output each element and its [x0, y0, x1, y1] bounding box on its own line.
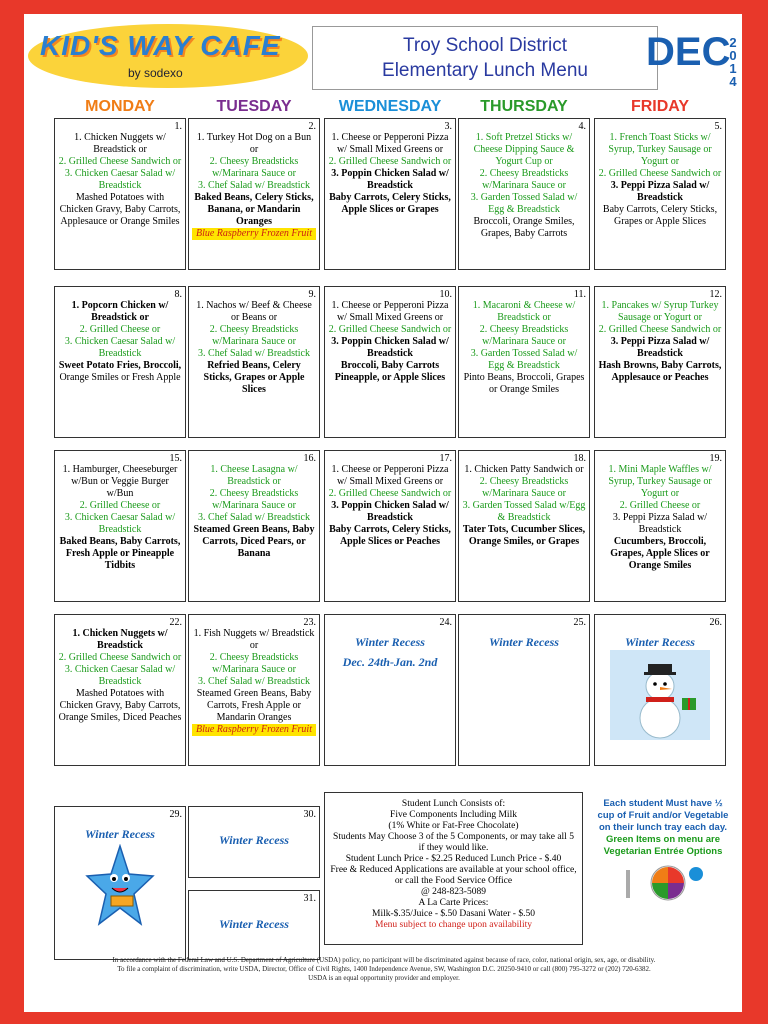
- menu-item: 1. French Toast Sticks w/ Syrup, Turkey Sausage or Yogurt or: [608, 132, 712, 167]
- menu-item: Orange Smiles or Fresh Apple: [59, 372, 181, 383]
- info-line: Student Lunch Price - $2.25 Reduced Lunch Price - $.40: [345, 854, 562, 864]
- menu-item: 3. Garden Tossed Salad w/ Egg & Breadstick: [470, 192, 578, 215]
- info-line: Five Components Including Milk: [390, 810, 517, 820]
- month-label: DEC: [646, 30, 731, 74]
- day-cell-16: [188, 450, 320, 602]
- menu-item: 2. Grilled Cheese Sandwich or: [328, 156, 452, 167]
- day-number: 23.: [303, 617, 316, 628]
- day-number: 2.: [308, 121, 316, 132]
- menu-item: 3. Poppin Chicken Salad w/ Breadstick: [331, 168, 449, 191]
- day-number: 15.: [169, 453, 182, 464]
- day-cell-18: [458, 450, 590, 602]
- info-line: @ 248-823-5089: [421, 887, 486, 897]
- year-digit: 2: [729, 35, 737, 50]
- year-label: [724, 36, 742, 88]
- day-header-wednesday: WEDNESDAY: [338, 98, 442, 115]
- day-number: 26.: [709, 617, 722, 628]
- winter-recess-label: Dec. 24th-Jan. 2nd: [342, 655, 438, 669]
- day-cell-19: [594, 450, 726, 602]
- menu-item: 2. Grilled Cheese or: [79, 500, 161, 511]
- day-cell-8: [54, 286, 186, 438]
- menu-item: Baked Beans, Celery Sticks, Banana, or Mandarin Oranges: [194, 192, 314, 227]
- menu-item: Baby Carrots, Celery Sticks, Grapes or Apple Slices: [602, 204, 718, 227]
- menu-item: Baked Beans, Baby Carrots, Fresh Apple or Pineapple Tidbits: [59, 536, 181, 571]
- myplate-icon: [618, 864, 708, 902]
- day-header-friday: FRIDAY: [630, 98, 690, 115]
- day-number: 25.: [573, 617, 586, 628]
- menu-item: 3. Peppi Pizza Salad w/ Breadstick: [610, 336, 710, 359]
- menu-item: 1. Fish Nuggets w/ Breadstick or: [193, 628, 315, 651]
- day-cell-11: [458, 286, 590, 438]
- menu-item: 2. Grilled Cheese or: [619, 500, 701, 511]
- menu-item: 3. Garden Tossed Salad w/ Egg & Breadstick: [470, 348, 578, 371]
- menu-item: 1. Soft Pretzel Sticks w/ Cheese Dipping Sauce & Yogurt Cup or: [473, 132, 575, 167]
- menu-item: 3. Chicken Caesar Salad w/ Breadstick: [64, 664, 176, 687]
- menu-item: Broccoli, Orange Smiles, Grapes, Baby Carrots: [473, 216, 575, 239]
- day-number: 17.: [439, 453, 452, 464]
- menu-item: Blue Raspberry Frozen Fruit: [192, 724, 316, 736]
- menu-item: 1. Cheese or Pepperoni Pizza w/ Small Mixed Greens or: [331, 132, 449, 155]
- menu-item: 3. Peppi Pizza Salad w/ Breadstick: [612, 512, 708, 535]
- menu-item: Sweet Potato Fries, Broccoli,: [58, 360, 182, 371]
- day-cell-30: [188, 806, 320, 878]
- menu-item: 1. Pancakes w/ Syrup Turkey Sausage or Yogurt or: [601, 300, 719, 323]
- menu-item: 2. Cheesy Breadsticks w/Marinara Sauce or: [209, 324, 299, 347]
- day-cell-17: [324, 450, 456, 602]
- day-number: 12.: [709, 289, 722, 300]
- menu-item: 3. Chef Salad w/ Breadstick: [198, 512, 310, 523]
- info-line: (1% White or Fat-Free Chocolate): [388, 821, 519, 831]
- menu-item: 1. Popcorn Chicken w/ Breadstick or: [71, 300, 169, 323]
- day-number: 22.: [169, 617, 182, 628]
- page-title: Troy School District: [403, 35, 567, 56]
- menu-item: 2. Cheesy Breadsticks w/Marinara Sauce or: [479, 168, 569, 191]
- menu-item: 2. Grilled Cheese Sandwich or: [58, 652, 182, 663]
- day-cell-25: [458, 614, 590, 766]
- nutrition-note: [596, 798, 730, 906]
- menu-item: 3. Chicken Caesar Salad w/ Breadstick: [64, 336, 176, 359]
- day-number: 8.: [174, 289, 182, 300]
- day-cell-1: [54, 118, 186, 270]
- info-line: Student Lunch Consists of:: [401, 799, 506, 809]
- day-number: 1.: [174, 121, 182, 132]
- day-cell-9: [188, 286, 320, 438]
- menu-item: Steamed Green Beans, Baby Carrots, Diced Pears, or Banana: [193, 524, 315, 559]
- winter-recess-label: Winter Recess: [625, 635, 695, 649]
- menu-item: 2. Cheesy Breadsticks w/Marinara Sauce or: [479, 476, 569, 499]
- menu-item: 1. Chicken Nuggets w/ Breadstick or: [74, 132, 166, 155]
- logo-by: by sodexo: [128, 66, 183, 80]
- menu-item: Hash Browns, Baby Carrots, Applesauce or Peaches: [598, 360, 722, 383]
- menu-item: Baby Carrots, Celery Sticks, Apple Slices or Grapes: [329, 192, 451, 215]
- day-cell-26: [594, 614, 726, 766]
- winter-recess-label: Winter Recess: [489, 635, 559, 649]
- menu-item: 3. Garden Tossed Salad w/Egg & Breadstick: [462, 500, 586, 523]
- day-cell-29: [54, 806, 186, 960]
- info-line: Free & Reduced Applications are available at your school office, or call the Food Service Office: [330, 865, 577, 886]
- menu-item: Blue Raspberry Frozen Fruit: [192, 228, 316, 240]
- menu-item: Pinto Beans, Broccoli, Grapes or Orange Smiles: [463, 372, 585, 395]
- day-number: 9.: [308, 289, 316, 300]
- day-cell-10: [324, 286, 456, 438]
- menu-item: 3. Chef Salad w/ Breadstick: [198, 676, 310, 687]
- year-digit: 4: [729, 74, 737, 89]
- menu-item: 1. Mini Maple Waffles w/ Syrup, Turkey Sausage or Yogurt or: [608, 464, 712, 499]
- year-digit: 1: [729, 61, 737, 76]
- menu-item: 1. Nachos w/ Beef & Cheese or Beans or: [196, 300, 312, 323]
- logo-name: KID'S WAY CAFE: [40, 30, 281, 61]
- footer-line: To file a complaint of discrimination, write USDA, Director, Office of Civil Rights, 1400 Independence Avenue, SW, Washington D.C. 20250-9410 or call (800) 795-3272 or (202) 720-6382.: [117, 965, 651, 973]
- menu-item: 1. Turkey Hot Dog on a Bun or: [196, 132, 312, 155]
- menu-item: 1. Cheese Lasagna w/ Breadstick or: [210, 464, 298, 487]
- menu-item: 2. Grilled Cheese Sandwich or: [328, 488, 452, 499]
- menu-item: 3. Chicken Caesar Salad w/ Breadstick: [64, 512, 176, 535]
- day-number: 18.: [573, 453, 586, 464]
- day-number: 5.: [714, 121, 722, 132]
- day-number: 30.: [303, 809, 316, 820]
- day-number: 11.: [573, 289, 586, 300]
- menu-item: 2. Cheesy Breadsticks w/Marinara Sauce or: [479, 324, 569, 347]
- winter-recess-label: Winter Recess: [219, 833, 289, 847]
- menu-item: 1. Chicken Nuggets w/ Breadstick: [72, 628, 168, 651]
- menu-item: 2. Grilled Cheese Sandwich or: [598, 324, 722, 335]
- winter-recess-label: Winter Recess: [85, 827, 155, 841]
- day-cell-15: [54, 450, 186, 602]
- menu-item: 1. Hamburger, Cheeseburger w/Bun or Veggie Burger w/Bun: [62, 464, 178, 499]
- lunch-info-box: [324, 792, 583, 945]
- footer-line: In accordance with the Federal Law and U.S. Department of Agriculture (USDA) policy, no participant will be discriminated against because of race, color, national origin, sex, age, or disability.: [112, 956, 656, 964]
- info-line: Students May Choose 3 of the 5 Components, or may take all 5 if they would like.: [333, 832, 574, 853]
- menu-item: 1. Chicken Patty Sandwich or: [464, 464, 584, 475]
- menu-sheet: [24, 14, 742, 1012]
- footer-line: USDA is an equal opportunity provider and employer.: [308, 974, 460, 982]
- menu-item: 2. Grilled Cheese Sandwich or: [598, 168, 722, 179]
- menu-item: 3. Peppi Pizza Salad w/ Breadstick: [610, 180, 710, 203]
- menu-item: Mashed Potatoes with Chicken Gravy, Baby Carrots, Orange Smiles, Diced Peaches: [58, 688, 182, 723]
- day-number: 24.: [439, 617, 452, 628]
- day-cell-24: [324, 614, 456, 766]
- vegetarian-note: Green Items on menu are Vegetarian Entrée Options: [603, 834, 723, 857]
- year-digit: 0: [729, 48, 737, 63]
- menu-item: 2. Cheesy Breadsticks w/Marinara Sauce or: [209, 156, 299, 179]
- star-mascot-icon: [85, 844, 155, 934]
- day-header-monday: MONDAY: [85, 98, 155, 115]
- menu-item: 3. Poppin Chicken Salad w/ Breadstick: [331, 500, 449, 523]
- day-number: 19.: [709, 453, 722, 464]
- menu-item: Baby Carrots, Celery Sticks, Apple Slices or Peaches: [329, 524, 451, 547]
- day-cell-12: [594, 286, 726, 438]
- day-header-tuesday: TUESDAY: [216, 98, 292, 115]
- day-number: 3.: [444, 121, 452, 132]
- kids-way-cafe-logo: [28, 24, 308, 88]
- winter-recess-label: Winter Recess: [355, 635, 425, 649]
- menu-item: 1. Macaroni & Cheese w/ Breadstick or: [472, 300, 576, 323]
- menu-item: Steamed Green Beans, Baby Carrots, Fresh Apple or Mandarin Oranges: [196, 688, 312, 723]
- usda-footer: [50, 956, 718, 983]
- menu-item: 2. Cheesy Breadsticks w/Marinara Sauce or: [209, 652, 299, 675]
- day-number: 31.: [303, 893, 316, 904]
- menu-item: 3. Chef Salad w/ Breadstick: [198, 348, 310, 359]
- day-number: 4.: [578, 121, 586, 132]
- day-cell-2: [188, 118, 320, 270]
- day-number: 16.: [303, 453, 316, 464]
- day-cell-22: [54, 614, 186, 766]
- info-disclaimer: Menu subject to change upon availability: [375, 920, 532, 930]
- fruit-veg-note: Each student Must have ½ cup of Fruit and/or Vegetable on their lunch tray each day.: [597, 798, 729, 833]
- title-box: [312, 26, 658, 90]
- day-cell-4: [458, 118, 590, 270]
- menu-item: Broccoli, Baby Carrots Pineapple, or Apple Slices: [334, 360, 446, 383]
- day-cell-5: [594, 118, 726, 270]
- page-subtitle: Elementary Lunch Menu: [382, 60, 588, 81]
- winter-recess-label: Winter Recess: [219, 917, 289, 931]
- info-line: A La Carte Prices:: [418, 898, 489, 908]
- menu-item: 2. Grilled Cheese Sandwich or: [328, 324, 452, 335]
- day-cell-31: [188, 890, 320, 960]
- menu-item: 3. Chef Salad w/ Breadstick: [198, 180, 310, 191]
- menu-item: 1. Cheese or Pepperoni Pizza w/ Small Mixed Greens or: [331, 464, 449, 487]
- menu-item: Cucumbers, Broccoli, Grapes, Apple Slices or Orange Smiles: [610, 536, 710, 571]
- snowman-icon: [610, 650, 710, 740]
- day-number: 29.: [169, 809, 182, 820]
- day-header-thursday: THURSDAY: [480, 98, 568, 115]
- day-number: 10.: [439, 289, 452, 300]
- day-cell-3: [324, 118, 456, 270]
- menu-item: 1. Cheese or Pepperoni Pizza w/ Small Mixed Greens or: [331, 300, 449, 323]
- menu-item: 2. Grilled Cheese or: [79, 324, 161, 335]
- info-line: Milk-$.35/Juice - $.50 Dasani Water - $.50: [372, 909, 535, 919]
- menu-item: 3. Poppin Chicken Salad w/ Breadstick: [331, 336, 449, 359]
- menu-item: Tater Tots, Cucumber Slices, Orange Smiles, or Grapes: [462, 524, 586, 547]
- menu-item: 2. Grilled Cheese Sandwich or: [58, 156, 182, 167]
- menu-item: 2. Cheesy Breadsticks w/Marinara Sauce or: [209, 488, 299, 511]
- day-cell-23: [188, 614, 320, 766]
- menu-item: Refried Beans, Celery Sticks, Grapes or Apple Slices: [203, 360, 305, 395]
- menu-item: Mashed Potatoes with Chicken Gravy, Baby Carrots, Applesauce or Orange Smiles: [59, 192, 181, 227]
- menu-item: 3. Chicken Caesar Salad w/ Breadstick: [64, 168, 176, 191]
